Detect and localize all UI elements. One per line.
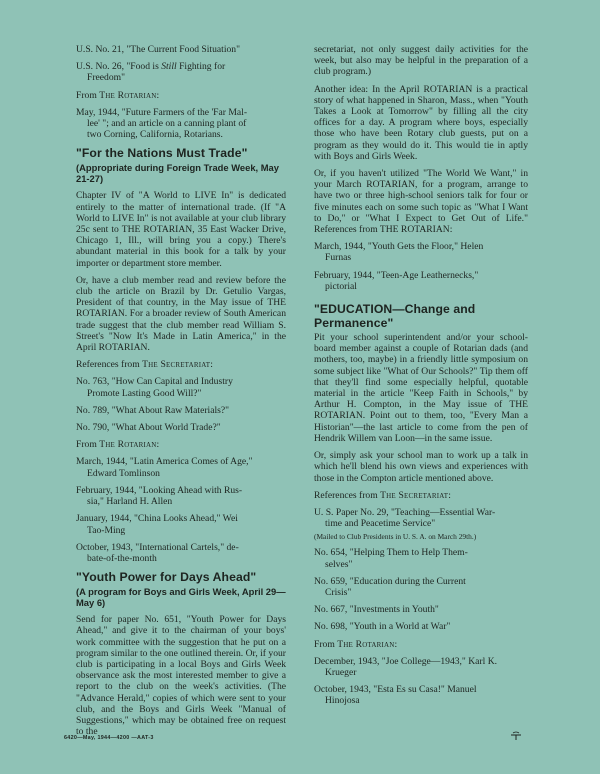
reference-item: U.S. No. 21, "The Current Food Situation" <box>76 44 240 55</box>
source-label: References from The Secretariat: <box>314 489 452 501</box>
body-paragraph: secretariat, not only suggest daily activities for the week, but also may be helpful in the preparation of a club program.) <box>314 44 528 78</box>
section-heading: "Youth Power for Days Ahead" <box>76 570 257 585</box>
rotarian-reference-list <box>314 656 528 707</box>
reference-item: January, 1944, "China Looks Ahead," Wei Tao-Ming <box>76 513 238 536</box>
section-subheading: (Appropriate during Foreign Trade Week, May 21-27) <box>76 162 279 185</box>
reference-item: No. 789, "What About Raw Materials?" <box>76 404 230 416</box>
source-label: From The Rotarian: <box>76 439 160 451</box>
reference-item: February, 1944, "Teen-Age Leathernecks," pictorial <box>314 269 479 292</box>
reference-item: March, 1944, "Youth Gets the Floor," Helen Furnas <box>314 241 484 264</box>
mailing-note: (Mailed to Club Presidents in U. S. A. on March 29th.) <box>314 532 477 542</box>
union-label-icon <box>510 731 522 741</box>
body-paragraph: Or, if you haven't utilized "The World We Want," in your March ROTARIAN, for a program, arrange to have two or three high-school seniors talk for four or five minutes each on some such topic as "What I Want to Do," or "What I Expect to Get Out of Life." References from THE ROTARIAN: <box>314 168 528 236</box>
reference-item: March, 1944, "Latin America Comes of Age," Edward Tomlinson <box>76 456 253 479</box>
youth-reference-list <box>314 241 528 292</box>
body-paragraph: Chapter IV of "A World to LIVE In" is dedicated entirely to the matter of international trade. (If "A World to LIVE In" is not available at your club library 25c sent to THE ROTARIAN, 35 East Wacker Drive, Chicago 1, Ill., will bring you a copy.) There's abundant material in this book for a talk by your importer or department store member. <box>76 190 286 269</box>
source-label: References from The Secretariat: <box>76 359 214 371</box>
section-subheading: (A program for Boys and Girls Week, April 29—May 6) <box>76 586 286 609</box>
reference-item: February, 1944, "Looking Ahead with Rus- sia," Harland H. Allen <box>76 484 243 508</box>
body-paragraph: Another idea: In the April ROTARIAN is a practical story of what happened in Sharon, Mass., when "Youth Takes a Look at Tomorrow" by filling all the city offices for a day. A program where boys, especially those who have been Rotary club guests, put on a program as they would do it. This would tie in aptly with Boys and Girls Week. <box>314 83 528 162</box>
reference-item: October, 1943, "International Cartels," de- bate-of-the-month <box>76 541 239 564</box>
reference-item: No. 790, "What About World Trade?" <box>76 422 221 434</box>
rotarian-reference-list <box>76 456 286 564</box>
source-label: From The Rotarian: <box>314 638 398 650</box>
source-label: From The Rotarian: <box>76 89 160 101</box>
body-paragraph: Or, have a club member read and review before the club the article on Brazil by Dr. Getulio Vargas, President of that country, in the May issue of THE ROTARIAN. For a broader review of South American trade suggest that the club member read William S. Street's "Now It's Made in Latin America," in the April ROTARIAN. <box>76 274 286 354</box>
body-paragraph: Or, simply ask your school man to work up a talk in which he'll blend his own views and experiences with those in the Compton article mentioned above. <box>314 450 528 484</box>
reference-item: No. 763, "How Can Capital and Industry Promote Lasting Good Will?" <box>76 376 233 399</box>
reference-item: U. S. Paper No. 29, "Teaching—Essential War- time and Peacetime Service" <box>314 506 496 530</box>
reference-item: October, 1943, "Esta Es su Casa!" Manuel Hinojosa <box>314 684 477 707</box>
reference-item: No. 698, "Youth in a World at War" <box>314 621 451 633</box>
section-heading: "EDUCATION—Change and Permanence" <box>314 302 476 331</box>
reference-item: No. 654, "Helping Them to Help Them- selves" <box>314 547 468 570</box>
reference-item: No. 659, "Education during the Current Crisis" <box>314 575 466 598</box>
secretariat-reference-list <box>314 547 528 632</box>
reference-item: December, 1943, "Joe College—1943," Karl K. Krueger <box>314 655 498 678</box>
body-paragraph: Send for paper No. 651, "Youth Power for Days Ahead," and give it to the chairman of your boys' work committee with the suggestion that he put on a program similar to the one outlined therein. Or, if your club is participating in a local Boys and Girls Week observance ask the most interested member to give a report to the club on the week's activities. (The "Advance Herald," copies of which were sent to your club, and the Boys and Girls Week "Manual of Suggestions," which may be obtained free on request to the <box>76 614 286 738</box>
body-paragraph: Pit your school superintendent and/or your school-board member against a couple of Rotarian dads (and mothers, too, maybe) in a friendly little symposium on some subject like "What of Our Schools?" Tip them off that they'll find some especially helpful, quotable material in the article "Keep Faith in Schools," by Arthur H. Compton, in the May issue of THE ROTARIAN. Point out to them, too, "Every Man a Historian"—the last article to come from the pen of Hendrik Willem van Loon—in the same issue. <box>314 332 528 444</box>
reference-item: No. 667, "Investments in Youth" <box>314 604 439 616</box>
right-column <box>314 44 528 713</box>
section-heading: "For the Nations Must Trade" <box>76 146 248 161</box>
reference-item: U.S. No. 26, "Food is Still Fighting for Freedom" <box>76 61 226 84</box>
reference-item: May, 1944, "Future Farmers of the 'Far Mal- lee' "; and an article on a canning plant of two Corning, California, Rotarians. <box>76 106 248 141</box>
left-column <box>76 44 286 743</box>
print-code: 6420—May, 1944—4200 —AAT-3 <box>64 735 154 741</box>
secretariat-reference-list <box>76 376 286 433</box>
